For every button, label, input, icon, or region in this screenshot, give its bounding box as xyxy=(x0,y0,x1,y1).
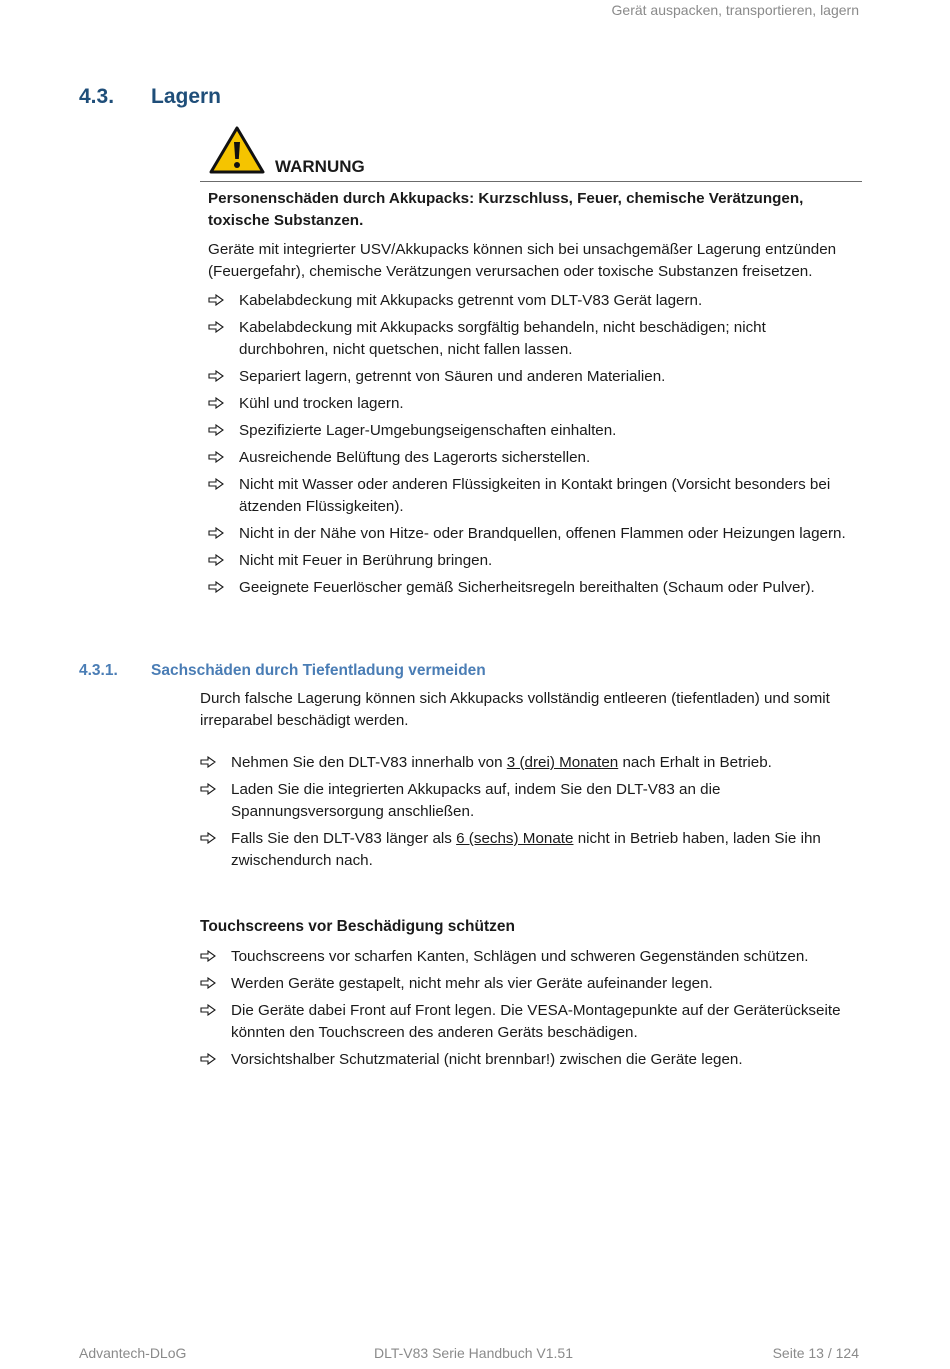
footer-document-title: DLT-V83 Serie Handbuch V1.51 xyxy=(374,1345,573,1361)
arrow-bullet-icon xyxy=(208,478,224,490)
underlined-term: 6 (sechs) Monate xyxy=(456,830,574,847)
section-title: Lagern xyxy=(151,85,222,108)
list-item: Kühl und trocken lagern. xyxy=(208,393,858,415)
list-item: Nicht in der Nähe von Hitze- oder Brandquellen, offenen Flammen oder Heizungen lagern. xyxy=(208,523,858,545)
running-header: Gerät auspacken, transportieren, lagern xyxy=(611,2,859,18)
warning-divider xyxy=(200,181,862,182)
list-item: Spezifizierte Lager-Umgebungseigenschaften einhalten. xyxy=(208,420,858,442)
arrow-bullet-icon xyxy=(208,294,224,306)
warning-triangle-icon xyxy=(209,126,265,174)
arrow-bullet-icon xyxy=(200,832,216,844)
warning-list xyxy=(208,290,858,599)
underlined-term: 3 (drei) Monaten xyxy=(506,754,619,771)
list-item: Vorsichtshalber Schutzmaterial (nicht brennbar!) zwischen die Geräte legen. xyxy=(200,1049,855,1071)
arrow-bullet-icon xyxy=(200,756,216,768)
arrow-bullet-icon xyxy=(200,977,216,989)
list-item: Nehmen Sie den DLT-V83 innerhalb von 3 (drei) Monaten nach Erhalt in Betrieb. xyxy=(200,752,855,774)
list-item: Kabelabdeckung mit Akkupacks sorgfältig behandeln, nicht beschädigen; nicht durchbohren, nicht quetschen, nicht fallen lassen. xyxy=(208,317,858,361)
footer-company: Advantech-DLoG xyxy=(79,1345,187,1361)
list-item: Die Geräte dabei Front auf Front legen. Die VESA-Montagepunkte auf der Geräterückseite könnten den Touchscreen des anderen Geräts beschädigen. xyxy=(200,1000,855,1044)
list-item: Geeignete Feuerlöscher gemäß Sicherheitsregeln bereithalten (Schaum oder Pulver). xyxy=(208,577,858,599)
subsection-intro-text: Durch falsche Lagerung können sich Akkupacks vollständig entleeren (tiefentladen) und somit irreparabel beschädigt werden. xyxy=(200,690,830,729)
arrow-bullet-icon xyxy=(208,321,224,333)
touchscreen-heading: Touchscreens vor Beschädigung schützen xyxy=(200,918,515,935)
list-item: Falls Sie den DLT-V83 länger als 6 (sechs) Monate nicht in Betrieb haben, laden Sie ihn zwischendurch nach. xyxy=(200,828,855,872)
footer-page-number: Seite 13 / 124 xyxy=(772,1345,859,1361)
arrow-bullet-icon xyxy=(208,424,224,436)
list-item: Nicht mit Feuer in Berührung bringen. xyxy=(208,550,858,572)
arrow-bullet-icon xyxy=(200,950,216,962)
section-number: 4.3. xyxy=(79,85,115,108)
list-item: Kabelabdeckung mit Akkupacks getrennt vom DLT-V83 Gerät lagern. xyxy=(208,290,858,312)
warning-headline: Personenschäden durch Akkupacks: Kurzschluss, Feuer, chemische Verätzungen, toxische Substanzen. xyxy=(208,190,804,229)
arrow-bullet-icon xyxy=(208,370,224,382)
arrow-bullet-icon xyxy=(200,1004,216,1016)
warning-body xyxy=(208,188,858,604)
subsection-number: 4.3.1. xyxy=(79,662,118,679)
list-item: Nicht mit Wasser oder anderen Flüssigkeiten in Kontakt bringen (Vorsicht besonders bei ätzenden Flüssigkeiten). xyxy=(208,474,858,518)
subsection-intro xyxy=(200,688,855,732)
subsection-title: Sachschäden durch Tiefentladung vermeiden xyxy=(151,662,486,679)
list-item: Touchscreens vor scharfen Kanten, Schlägen und schweren Gegenständen schützen. xyxy=(200,946,855,968)
warning-intro: Geräte mit integrierter USV/Akkupacks können sich bei unsachgemäßer Lagerung entzünden (Feuergefahr), chemische Verätzungen verursachen oder toxische Substanzen freisetzen. xyxy=(208,241,837,280)
list-item: Ausreichende Belüftung des Lagerorts sicherstellen. xyxy=(208,447,858,469)
warning-label: WARNUNG xyxy=(275,157,365,176)
touchscreen-list xyxy=(200,946,855,1076)
list-item: Separiert lagern, getrennt von Säuren und anderen Materialien. xyxy=(208,366,858,388)
arrow-bullet-icon xyxy=(208,554,224,566)
arrow-bullet-icon xyxy=(208,451,224,463)
arrow-bullet-icon xyxy=(200,783,216,795)
list-item: Werden Geräte gestapelt, nicht mehr als vier Geräte aufeinander legen. xyxy=(200,973,855,995)
arrow-bullet-icon xyxy=(208,397,224,409)
arrow-bullet-icon xyxy=(208,581,224,593)
arrow-bullet-icon xyxy=(208,527,224,539)
arrow-bullet-icon xyxy=(200,1053,216,1065)
deep-discharge-list xyxy=(200,752,855,877)
list-item: Laden Sie die integrierten Akkupacks auf, indem Sie den DLT-V83 an die Spannungsversorgung anschließen. xyxy=(200,779,855,823)
